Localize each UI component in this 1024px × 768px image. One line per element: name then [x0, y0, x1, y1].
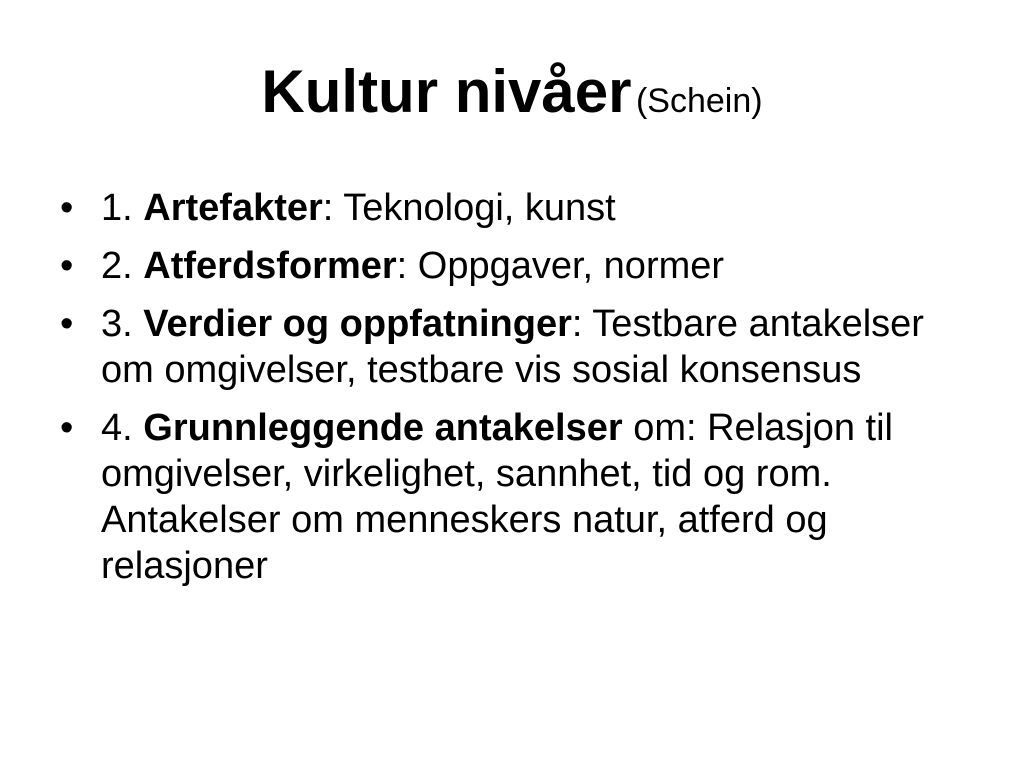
bullet-icon: • [60, 187, 74, 229]
item-description: : Teknologi, kunst [322, 187, 616, 229]
item-description: : Testbare antakelser om omgivelser, testbare vis sosial konsensus [101, 303, 924, 391]
item-description: om: Relasjon til omgivelser, virkelighet, sannhet, tid og rom. Antakelser om menneskers natur, atferd og relasjoner [101, 407, 893, 587]
item-number: 2. [101, 245, 133, 287]
bullet-item-4 [60, 405, 960, 589]
item-term: Verdier og oppfatninger [143, 303, 572, 345]
bullet-item-3 [60, 301, 960, 393]
item-term: Grunnleggende antakelser [143, 407, 623, 449]
item-term: Artefakter [143, 187, 323, 229]
bullet-list [60, 185, 960, 601]
bullet-icon: • [60, 407, 74, 449]
item-number: 1. [101, 187, 133, 229]
item-description: : Oppgaver, normer [396, 245, 725, 287]
bullet-icon: • [60, 303, 74, 345]
item-number: 4. [101, 407, 133, 449]
item-term: Atferdsformer [143, 245, 397, 287]
title-subtitle: (Schein) [635, 82, 763, 120]
bullet-item-2 [60, 243, 960, 289]
item-number: 3. [101, 303, 133, 345]
title-main: Kultur nivåer [261, 58, 632, 125]
bullet-icon: • [60, 245, 74, 287]
bullet-item-1 [60, 185, 960, 231]
slide-title [0, 58, 1024, 125]
